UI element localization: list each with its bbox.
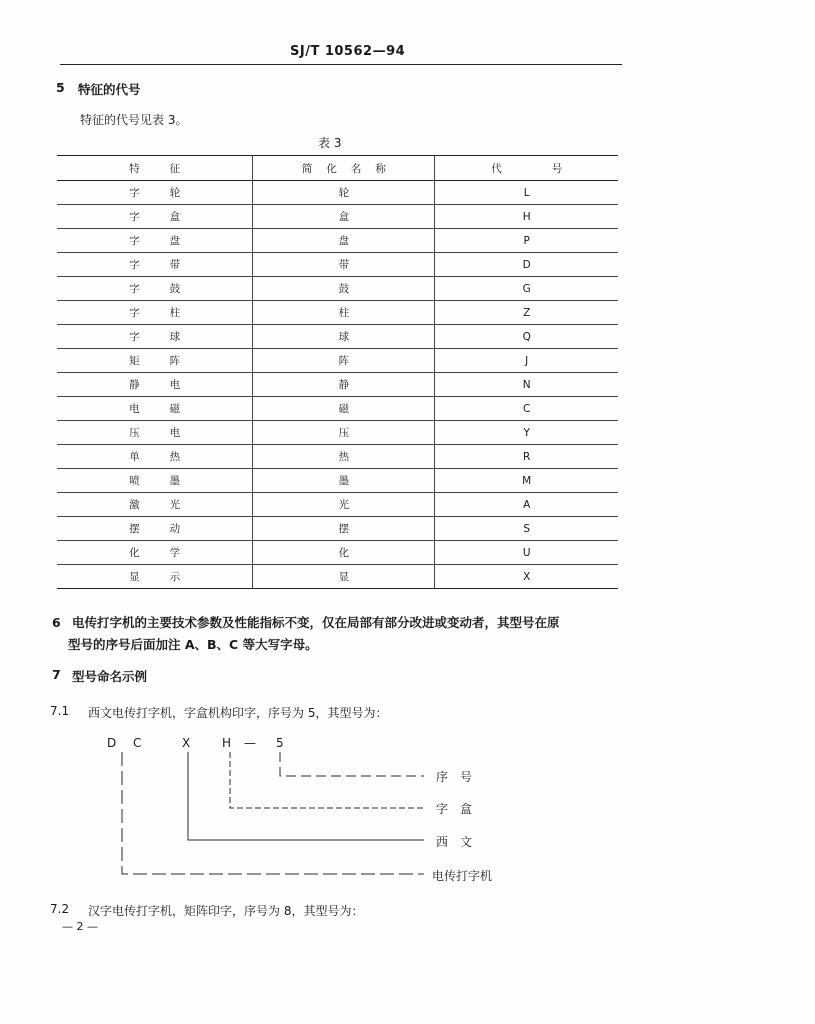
cell-code: H (435, 205, 618, 229)
cell-code: L (435, 181, 618, 205)
connector-character-box (230, 752, 424, 808)
cell-feature: 静电 (57, 373, 253, 397)
example-7-2-number: 7.2 (50, 902, 70, 916)
cell-code: J (435, 349, 618, 373)
cell-feature: 激光 (57, 493, 253, 517)
cell-feature: 字球 (57, 325, 253, 349)
code-dash: — (244, 736, 256, 750)
cell-short-name: 静 (253, 373, 435, 397)
section-5-text: 特征的代号见表 3。 (80, 113, 188, 127)
code-letter-c: C (133, 736, 142, 750)
section-5-number: 5 (56, 80, 65, 95)
cell-code: M (435, 469, 618, 493)
cell-short-name: 轮 (253, 181, 435, 205)
cell-short-name: 光 (253, 493, 435, 517)
cell-feature: 字盒 (57, 205, 253, 229)
code-letter-x: X (182, 736, 191, 750)
section-6-line-1: 电传打字机的主要技术参数及性能指标不变，仅在局部有部分改进或变动者，其型号在原 (72, 615, 560, 630)
cell-short-name: 摆 (253, 517, 435, 541)
cell-code: A (435, 493, 618, 517)
cell-short-name: 带 (253, 253, 435, 277)
cell-code: D (435, 253, 618, 277)
section-6-number: 6 (52, 615, 61, 630)
label-serial: 序 号 (436, 770, 473, 784)
cell-short-name: 磁 (253, 397, 435, 421)
cell-feature: 显示 (57, 565, 253, 589)
cell-feature: 喷墨 (57, 469, 253, 493)
cell-short-name: 球 (253, 325, 435, 349)
cell-short-name: 化 (253, 541, 435, 565)
section-7-title: 型号命名示例 (72, 669, 148, 684)
cell-code: N (435, 373, 618, 397)
column-header-feature: 特征 (57, 156, 253, 181)
cell-short-name: 盒 (253, 205, 435, 229)
table-3-caption: 表 3 (318, 136, 342, 150)
example-7-1-number: 7.1 (50, 704, 70, 718)
cell-feature: 摆动 (57, 517, 253, 541)
page-number: — 2 — (62, 920, 98, 933)
column-header-code: 代号 (435, 156, 618, 181)
cell-feature: 压电 (57, 421, 253, 445)
standard-number: SJ/T 10562—94 (290, 44, 406, 59)
example-7-1-text: 西文电传打字机，字盒机构印字，序号为 5，其型号为： (88, 706, 388, 720)
example-7-2-text: 汉字电传打字机，矩阵印字，序号为 8，其型号为： (88, 904, 364, 918)
cell-code: U (435, 541, 618, 565)
cell-short-name: 盘 (253, 229, 435, 253)
section-7-number: 7 (52, 667, 61, 682)
cell-short-name: 柱 (253, 301, 435, 325)
cell-feature: 字带 (57, 253, 253, 277)
section-5-title: 特征的代号 (78, 82, 141, 97)
cell-short-name: 热 (253, 445, 435, 469)
cell-code: C (435, 397, 618, 421)
connector-serial (280, 752, 424, 776)
cell-feature: 电磁 (57, 397, 253, 421)
cell-feature: 字轮 (57, 181, 253, 205)
code-letter-h: H (222, 736, 232, 750)
cell-code: S (435, 517, 618, 541)
cell-feature: 字鼓 (57, 277, 253, 301)
code-letter-d: D (107, 736, 117, 750)
cell-code: P (435, 229, 618, 253)
cell-short-name: 压 (253, 421, 435, 445)
cell-code: X (435, 565, 618, 589)
cell-feature: 化学 (57, 541, 253, 565)
cell-short-name: 墨 (253, 469, 435, 493)
code-number: 5 (276, 736, 284, 750)
label-teleprinter: 电传打字机 (432, 869, 493, 883)
cell-short-name: 显 (253, 565, 435, 589)
cell-short-name: 阵 (253, 349, 435, 373)
cell-code: Z (435, 301, 618, 325)
cell-feature: 字柱 (57, 301, 253, 325)
cell-feature: 矩阵 (57, 349, 253, 373)
cell-code: G (435, 277, 618, 301)
section-6-line-2: 型号的序号后面加注 A、B、C 等大写字母。 (68, 637, 318, 652)
label-western: 西 文 (436, 835, 473, 849)
cell-feature: 单热 (57, 445, 253, 469)
column-header-short-name: 简化名称 (253, 156, 435, 181)
label-character-box: 字 盒 (436, 802, 473, 816)
cell-feature: 字盘 (57, 229, 253, 253)
cell-code: Q (435, 325, 618, 349)
cell-code: Y (435, 421, 618, 445)
cell-short-name: 鼓 (253, 277, 435, 301)
connector-teleprinter (122, 752, 424, 874)
connector-western (188, 752, 424, 840)
cell-code: R (435, 445, 618, 469)
